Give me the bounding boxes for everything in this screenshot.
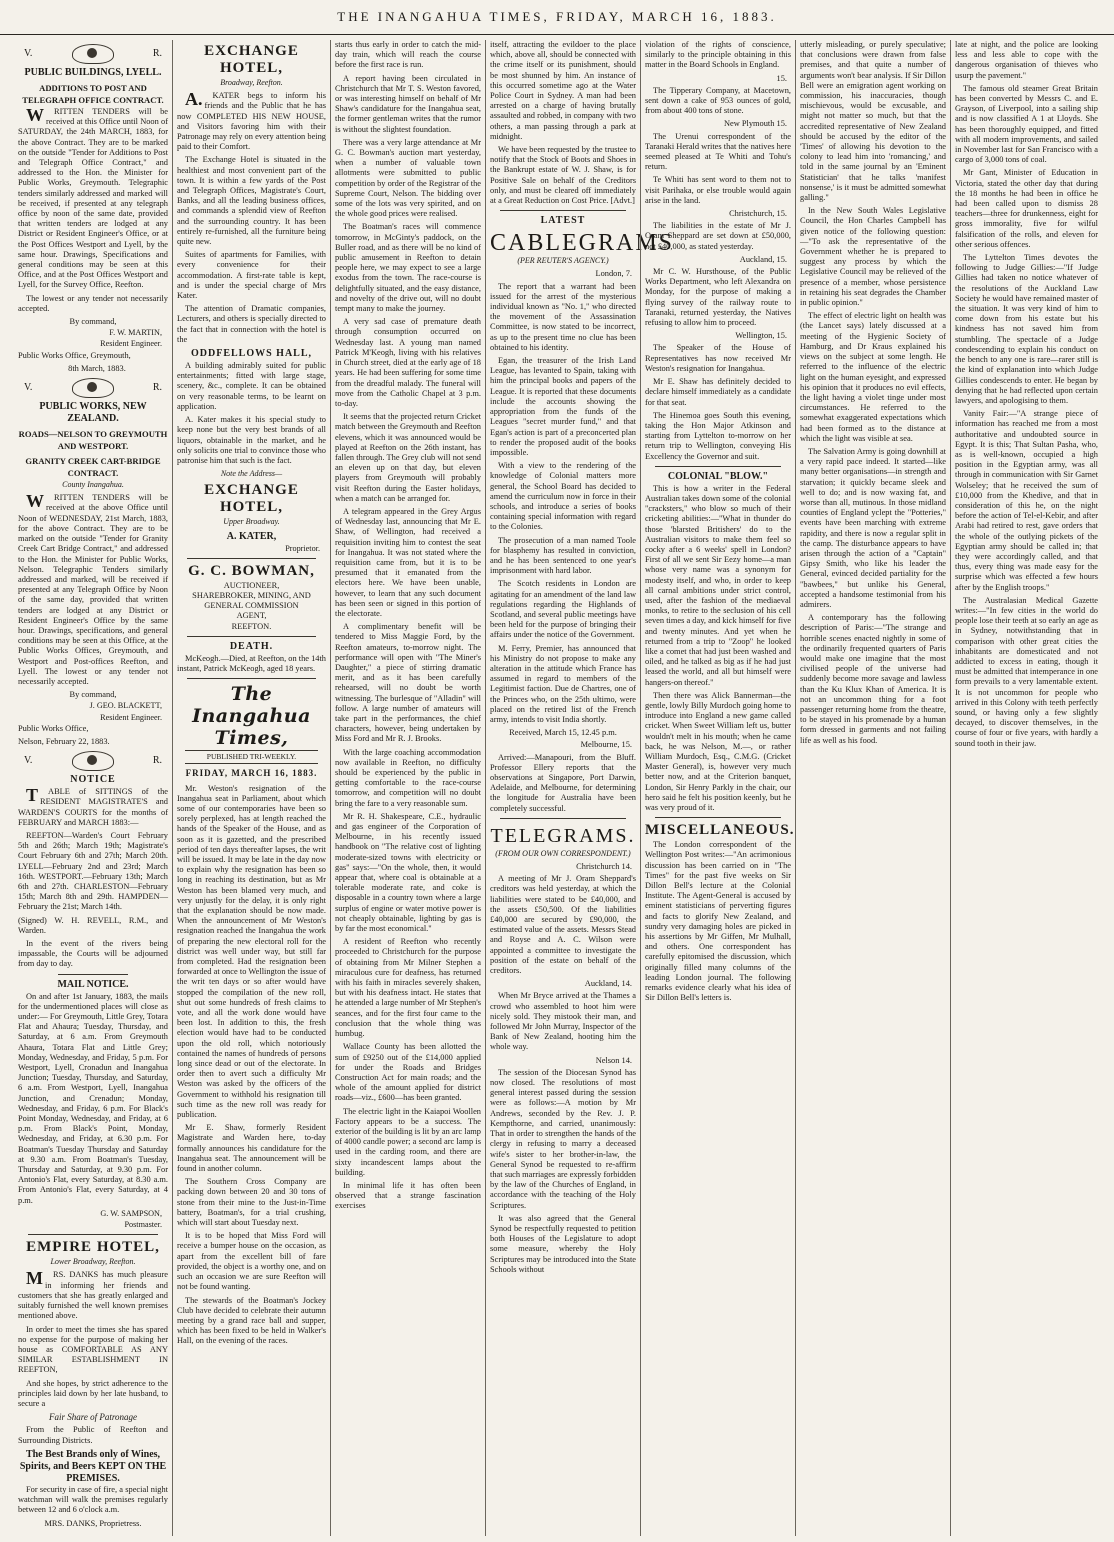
news-paragraph: starts thus early in order to catch the mid-day train, which will reach the course before the first race is run. xyxy=(335,40,481,70)
notice-heading: NOTICE xyxy=(70,774,116,786)
editorial-paragraph: The Southern Cross Company are packing down between 20 and 30 tons of stone from their mine to the Just-in-Time battery, Boatman's, for a trial crushing, which will start about Tuesday next. xyxy=(177,1177,326,1228)
notice-signatory-role: Resident Engineer. xyxy=(100,339,162,349)
advert-body: The attention of Dramatic companies, Lecturers, and others is specially directed to the fact that in connection with the hotel is the xyxy=(177,304,326,344)
telegram-paragraph: The session of the Diocesan Synod has now closed. The resolutions of most general interest passed during the session were as follows:—A motion by Mr Andrews, seconded by the Rev. J. P. Kempthorne, and carried, unanimously: That in order to strengthen the hands of the clergy in refusing to marry a deceased wife's sister to her brother-in-law, the General Synod be requested to re-affirm that such marriages are expressly forbidden by the law of the Churches of England, in accordance with the teaching of the Holy Scriptures. xyxy=(490,1067,636,1210)
crest-letter-left: V. xyxy=(24,755,33,767)
article-paragraph: utterly misleading, or purely speculative; that conclusions were drawn from false premises, and that quite a number of arguments won't bear analysis. If Sir Dillon Bell were an emigration agent working on commission, his inaccuracies, though mischievous, would be excusable, and might not matter so much, but that the accredited representative of New Zealand should be accused by the editor of the 'Times' of allowing his devotion to the colony to lead him into 'romancing,' and told in the same journal by an 'Eminent Statistician' that he talks 'manifest nonsense,' is it must be admitted somewhat galling." xyxy=(800,40,946,203)
notice-signatory: F. W. MARTIN, xyxy=(109,328,162,338)
crest-letter-right: R. xyxy=(152,47,162,59)
advert-line: AGENT, xyxy=(236,611,267,621)
article-paragraph: The Salvation Army is going downhill at a very rapid pace indeed. It started—like many better organisations—in strength and starvation; it quickly became sleek and well to do; and is now waxing fat, and worse than all, mutinous. In those midland counties of England yclept the "Potteries," events have been marching with extreme rapidity, and there is now a regular split in the camp. The disturbance appears to have arisen through the action of a "Captain" Gipsy Smith, who like his leader the General, evinced decided partiality for the "bawbees," but unlike his General, accepted a handsome testimonial from his admirers. xyxy=(800,446,946,609)
crest-letter-right: R. xyxy=(152,755,162,767)
notice-heading: PUBLIC BUILDINGS, LYELL. xyxy=(24,67,162,78)
column-7 xyxy=(950,40,1102,1536)
column-5 xyxy=(640,40,795,1536)
notice-signatory: (Signed) W. H. REVELL, R.M., and Warden. xyxy=(18,915,168,935)
advert-heading: EXCHANGE HOTEL, xyxy=(204,482,299,516)
news-paragraph: Mr R. H. Shakespeare, C.E., hydraulic and gas engineer of the Corporation of Melbourne, in his recently issued handbook on "The relative cost of lighting moderate-sized towns with electricity or gas" says:—"On the whole, then, it would appear that, where coal is obtainable at a tolerable moderate rate, and coke is disposable in a country town where a large surplus of engine or water motive power is not cheaply obtainable, lighting by gas is by far the most economical." xyxy=(335,811,481,934)
advert-line: GENERAL COMMISSION xyxy=(204,601,299,611)
cable-paragraph: The prosecution of a man named Toole for blasphemy has resulted in conviction, and he has been sentenced to one year's imprisonment with hard labor. xyxy=(490,535,636,576)
divider xyxy=(187,678,316,679)
crest-icon xyxy=(72,44,114,64)
article-paragraph: A contemporary has the following description of Paris:—"The strange and horrible scenes enacted nightly in some of the ordinarily frequented quarters of Paris would make one imagine that the most civilised people of the universe had suddenly become more savage and lawless than the Ku Klux Khan of America. It is not an uncommon thing for a foot passenger returning home from the theatre, to be stayed in his promenade by a human form dressed in garments and not failing life as well as his food. xyxy=(800,613,946,745)
advert-body: From the Public of Reefton and Surrounding Districts. xyxy=(18,1425,168,1445)
mail-notice-body: On and after 1st January, 1883, the mails for the undermentioned places will close as under:— For Greymouth, Little Grey, Totara Flat and Ahaura; Tuesday, Thursday, and Saturday, at 6 a.m. From Greymouth Ahaura, Totara Flat and Little Grey; Monday, Wednesday, and Friday, 5 p.m. For Westport, Lyell, Cronadun and Inangahua Junction; Tuesday, Thursday, and Saturday, 6 a.m. From Westport, Lyell, Inangahua Junction, and Crenadun; Monday, Wednesday, and Friday, 6 p.m. For Black's Point Monday, Wednesday, and Friday, at 6 p.m. From Black's Point, Monday, Wednesday, and Friday, at 6.30 p.m. For Boatman's Tuesday Thursday and Saturday at 9.30 a.m. From Boatman's Tuesday, Thursday and Saturday, at 9.30 p.m. For Antonio's Flat, every Saturday, at 8.30 a.m. From Antonio's Flat, every Saturday, at 4 p.m. xyxy=(18,991,168,1205)
advert-signatory: MRS. DANKS, Proprietress. xyxy=(44,1519,142,1529)
news-paragraph: The electric light in the Kaiapoi Woollen Factory appears to be a success. The exterior of the building is lit by an arc lamp of 4000 candle power; a second arc lamp is used in the carding room, and there are sixty incandescent lamps about the building. xyxy=(335,1106,481,1177)
article-paragraph: Vanity Fair:—"A strange piece of information has reached me from a most authoritative and undoubted source in Egypt. It is this; That Sultan Pasha, who, as is well-known, occupied a high position in the Egyptian army, was all through in communication with Sir Garnet Wolseley; that he received the sum of £10,000 from the Khedive, and that in consideration of this he, on the night before the action of Tel-el-Kebir, and after Arabi had retired to rest, gave orders that the whole of the outlying pickets of the Egyptian army should be called in; that they were accordingly called, and that thus, every thing was made easy for the surprise which was effected a few hours after by the English troops." xyxy=(955,409,1098,592)
dateline: Melbourne, 15. xyxy=(580,740,632,750)
crest-letter-left: V. xyxy=(24,381,33,393)
news-paragraph: It seems that the projected return Cricket match between the Greymouth and Reefton elevens, which it was announced would be played at Reefton on the 26th instant, has fallen through. The Grey club will not send an eleven up on that day, but eleven players from Greymouth will probably visit Reefton during the Easter holidays, when a match can be arranged for. xyxy=(335,412,481,503)
dateline: London, 7. xyxy=(595,269,632,279)
notice-county: County Inangahua. xyxy=(62,480,124,490)
column-4 xyxy=(485,40,675,1536)
telegram-paragraph: The Speaker of the House of Representatives has now received Mr Weston's resignation for Inangahua. xyxy=(645,343,791,373)
section-source: (PER REUTER'S AGENCY.) xyxy=(517,256,609,266)
dateline: Auckland, 15. xyxy=(739,254,787,264)
advert-heading: EXCHANGE HOTEL, xyxy=(204,43,299,76)
section-heading: COLONIAL "BLOW." xyxy=(667,470,769,482)
divider xyxy=(187,558,316,559)
news-paragraph: We have been requested by the trustee to notify that the Stock of Boots and Shoes in the Bankrupt estate of W. J. Shaw, is for Positive Sale on behalf of the Creditors only, and must be cleared off immediately at a Great Reduction on Cost Price. [Advt.] xyxy=(490,145,636,206)
telegram-paragraph: When Mr Bryce arrived at the Thames a crowd who assembled to hoot him were nicely sold. They mistook their man, and followed Mr John Murray, Inspector of the Bank of New Zealand, hooting him the whole way. xyxy=(490,991,636,1052)
column-2 xyxy=(172,40,330,1536)
dateline: New Plymouth 15. xyxy=(723,119,787,129)
editorial-paragraph: Mr. Weston's resignation of the Inangahua seat in Parliament, about which some of our contemporaries have been so sorely perplexed, has at length reached the hands of the Speaker of the House, and as soon as it is gazetted, and the prescribed period of ten days thereafter lapses, the writ will be issued. It may be late in the day now to explain why the resignation has been so long in reaching its destination, but as Mr Weston has been blamed very much, and very unjustly for the delay, it is only right that the explanation should be now made. When the announcement of Mr Weston's resignation reached the Inangahua the work of preparing the new electoral roll for the district was well under way, but still far from completed. Had the resignation been forwarded at once to Wellington the issue of the writ ten days or so after would have stopped the compilation of the new roll, shut out some hundreds of fresh claims to vote, and all the work done would have been lost. In addition to this, the fresh election would have had to be conducted upon the old roll, which notoriously contained the names of hundreds of persons long since dead or out of the electorate. In order then to avert such a difficulty Mr Weston was asked by the officers of the Government to withhold his resignation till such time as the new roll was ready for publication. xyxy=(177,783,326,1120)
advert-body: The Exchange Hotel is situated in the healthiest and most convenient part of the town. It is within a few yards of the Post and Telegraph Offices, Magistrate's Court, Banks, and all the leading business offices, and commands a splendid view of Reefton and the surrounding country. It has been entirely re-furnished, all the furniture being quite new. xyxy=(177,155,326,247)
article-paragraph: The effect of electric light on health was (the Lancet says) lately discussed at a meeting of the Hygienic Society of Hamburg, and Dr Kraus explained his views on the subject at some length. He referred to the influence of the electric light on the human eyesight, and expressed his opinion that it produces no evil effects, the light having a violet tinge under most circumstances. He referred to the somewhat exaggerated expectations which had been formed as to the distance at which the light was visible at sea. xyxy=(800,311,946,443)
section-heading-cablegrams: CABLEGRAMS xyxy=(490,230,675,257)
dateline: Wellington, 15. xyxy=(735,331,787,341)
royal-crest xyxy=(24,44,162,64)
crest-icon xyxy=(72,378,114,398)
advert-body: A. Kater makes it his special study to keep none but the very best brands of all liquors, obtainable in the market, and he only solicits one trial to convince those who patronise him that such is the fact. xyxy=(177,415,326,465)
crest-letter-left: V. xyxy=(24,47,33,59)
cable-paragraph: Arrived:—Manapouri, from the Bluff. Professor Ellery reports that the observations at Singapore, Port Darwin, Adelaide, and Melbourne, for determining the longitude for Australia have been completely successful. xyxy=(490,752,636,813)
advert-address: Upper Broadway. xyxy=(223,517,280,527)
article-paragraph: This is how a writer in the Federal Australian takes down some of the colonial "cracksters," who blow so much of their cricketing abilities:—"What in thunder do those 'blarsted Britishers' do to the Australian visitors to make them feel so cocky after a 6 weeks' spell in London? First of all we sent Sir Eezy home—a man whose very name was a synonym for modesty itself, and who, in order to keep all carnal ambitions under strict control, used, after the fashion of the mediaeval monks, to retire to the seclusion of his cell seven times a day, and kick himself for five and twenty minutes. And yet when he returned from a trip to "Zoop" he looked like a comet that had just been washed and oiled, and he talked as big as if he had just leased the world, and all but himself were hangers-on thereof." xyxy=(645,483,791,687)
newspaper-columns xyxy=(14,40,1102,1536)
notice-subheading: ADDITIONS TO POST AND TELEGRAPH OFFICE CONTRACT. xyxy=(22,83,164,105)
advert-body: In order to meet the times she has spared no expense for the purpose of making her house as COMFORTABLE AS ANY SIMILAR ESTABLISHMENT IN REEFTON, xyxy=(18,1324,168,1375)
newspaper-title: The Inangahua Times, xyxy=(192,683,311,750)
section-heading: DEATH. xyxy=(229,640,274,652)
advert-body: And she hopes, by strict adherence to the principles laid down by her late husband, to secure a xyxy=(18,1378,168,1408)
section-heading: MISCELLANEOUS. xyxy=(645,822,795,839)
notice-by-command: By command, xyxy=(69,317,117,327)
advert-body: MRS. DANKS has much pleasure in informing her friends and customers that she has greatly enlarged and suitably furnished the well known premises mentioned above. xyxy=(18,1268,168,1321)
telegram-paragraph: Mr E. Shaw has definitely decided to declare himself immediately as a candidate for that seat. xyxy=(645,377,791,407)
article-paragraph: The Lyttelton Times devotes the following to Judge Gillies:—"If Judge Gillies had taken no notice whatever of the resolutions of the Auckland Law Society he would have remained master of the situation. It was very kind of him to come down from his estate but his kindness has not saved him from stumbling. The spectacle of a Judge condescending to explain his conduct on the bench to any one is rare—rarer still is the kind of explanation into which Judge Gillies condescends to enter. He began by denying that he had reflected upon certain lawyers, and apologising to them. xyxy=(955,253,1098,405)
dateline: Christchurch 14. xyxy=(576,862,632,872)
advert-body: A building admirably suited for public entertainments; fitted with large stage, scenery, &c., complete. It can be obtained on very reasonable terms, to be learnt on application. xyxy=(177,361,326,411)
notice-signatory: G. W. SAMPSON, xyxy=(100,1208,162,1218)
advert-heading: G. C. BOWMAN, xyxy=(188,562,315,579)
notice-signatory: J. GEO. BLACKETT, xyxy=(89,701,162,711)
editorial-paragraph: The stewards of the Boatman's Jockey Club have decided to celebrate their autumn meeting by a grand race ball and supper, which has been fixed to be held in Walker's Hall, on the evening of the races. xyxy=(177,1295,326,1346)
advert-owner-role: Proprietor. xyxy=(285,543,320,553)
divider xyxy=(655,466,781,467)
divider xyxy=(655,817,781,818)
divider xyxy=(28,1234,158,1235)
news-paragraph: In minimal life it has often been observed that a strange fascination exercises xyxy=(335,1180,481,1211)
advert-brands: The Best Brands only of Wines, Spirits, and Beers KEPT ON THE PREMISES. xyxy=(19,1448,167,1484)
telegram-paragraph: It was also agreed that the General Synod be respectfully requested to petition both Houses of the Legislature to adopt some measure, whereby the Holy Scriptures may be introduced into the State Schools without xyxy=(490,1213,636,1274)
divider xyxy=(500,210,626,211)
telegram-paragraph: The liabilities in the estate of Mr J. Oram Sheppard are set down at £50,000, not £40,000, as stated yesterday. xyxy=(645,221,791,251)
cable-paragraph: The report that a warrant had been issued for the arrest of the mysterious individual known as "No. 1," who directed the movement of the Assassination Committee, is now stated to be incorrect, as up to the present time no clue has been obtained to his identity. xyxy=(490,281,636,352)
notice-body: TABLE of SITTINGS of the RESIDENT MAGISTRATE'S and WARDEN'S COURTS for the months of FEBRUARY and MARCH 1883:— xyxy=(18,785,168,827)
advert-line: REEFTON. xyxy=(231,621,272,631)
newspaper-subtitle: PUBLISHED TRI-WEEKLY. xyxy=(185,750,318,764)
column-1 xyxy=(14,40,172,1536)
advert-address: Lower Broadway, Reefton. xyxy=(50,1257,136,1267)
article-paragraph: The famous old steamer Great Britain has been converted by Messrs C. and E. Grayson, of Liverpool, into a sailing ship and is now classified A 1 at Lloyds. She has been thoroughly equipped, and fitted with all modern improvements, and sailed in November last for San Francisco with a cargo of 3,000 tons of coal. xyxy=(955,83,1098,165)
dateline: Received, March 15, 12.45 p.m. xyxy=(509,728,617,738)
news-paragraph: A telegram appeared in the Grey Argus of Wednesday last, announcing that Mr E. Shaw, of Wellington, had received a requisition inviting him to contest the seat for Inangahua. It was not stated where the requisition came from, but it is to be presumed that it emanated from the electors here. We have been unable, however, to learn that any such document has been seen or signed in this portion of the electorate. xyxy=(335,506,481,618)
article-paragraph: In the New South Wales Legislative Council, the Hon Charles Campbell has given notice of the following question:—"To ask the representative of the Government whether he is prepared to suggest any process by which the Legislative Council may be relieved of the presence of a member, whose persistence in retaining his seat degrades the Chamber in public opinion." xyxy=(800,206,946,308)
telegram-paragraph: A meeting of Mr J. Oram Sheppard's creditors was held yesterday, at which the liabilities were stated to be £40,000, and the assets £50,500. Of the liabilities £40,000 are secured by £90,000, the estimated value of the assets. Messrs Stead and Royse and A. C. Wilson were appointed a committee to investigate the position of the estate on behalf of the creditors. xyxy=(490,874,636,976)
royal-crest xyxy=(24,378,162,398)
advert-line: SHAREBROKER, MINING, AND xyxy=(192,590,311,600)
notice-body: WRITTEN TENDERS will be received at this Office until Noon of SATURDAY, the 24th MARCH, 1883, for the above Contract. They are to be marked on the outside "Tender for Additions to Post and Telegraph Office Contract," and addressed to the Hon. the Minister for Public Works, Greymouth. Telegraphic tenders similarly addressed and marked will be received, if presented at any telegraph office by noon of the same date, provided that written tenders are lodged at any District or Resident Engineer's Office, or at the Post Offices Westport and Lyell, by the same hour. Drawings, Specifications and general conditions may be seen at this Office, and at the Post Offices Westport and Lyell, for the Survey Office, Reefton. xyxy=(18,105,168,290)
advert-address: Broadway, Reefton. xyxy=(220,78,283,87)
telegram-paragraph: Mr C. W. Hursthouse, of the Public Works Department, who left Alexandra on Monday, for the purpose of making a flying survey of the railway route to Taranaki, returned yesterday, the Natives refusing to allow him to proceed. xyxy=(645,267,791,328)
cable-paragraph: With a view to the rendering of the knowledge of Colonial matters more general, the School Board has decided to amend the curriculum now in force in their schools, and introduce a series of books containing special information with regard to the Colonies. xyxy=(490,461,636,532)
advert-line: AUCTIONEER, xyxy=(223,580,280,590)
divider xyxy=(500,818,626,819)
notice-subheading: ROADS—NELSON TO GREYMOUTH AND WESTPORT. xyxy=(18,429,168,452)
advert-body: For security in case of fire, a special night watchman will walk the premises regularly between 12 and 6 o'clock a.m. xyxy=(18,1484,168,1515)
page-masthead: THE INANGAHUA TIMES, FRIDAY, MARCH 16, 1883. xyxy=(0,0,1114,35)
news-paragraph: itself, attracting the evildoer to the place which, above all, should be connected with the crime itself or its punishment, should be most shunned by him. An instance of this occurred sometime ago at the Water Police Court in Sydney. A man had been arrested on a charge of having brutally assaulted and robbed, in company with two others, a man passing through a park at midnight. xyxy=(490,40,636,141)
advert-subheading: ODDFELLOWS HALL, xyxy=(190,348,313,360)
divider xyxy=(187,636,316,637)
notice-sittings-list: REEFTON—Warden's Court February 5th and 26th; March 19th; Magistrate's Court February 6th and 27th; March 20th. LYELL—February 2nd and 23rd; March 16th. WESTPORT.—February 13th; March 6th and 27th. CHARLESTON—February 15th; March 8th and 29th. HAMPDEN—February the 21st; March 14th. xyxy=(18,830,168,912)
advert-body: A.KATER begs to inform his friends and the Public that he has now COMPLETED HIS NEW HOUSE, and Visitors favoring him with their Patronage may rely on every attention being paid to their Comfort. xyxy=(177,89,326,152)
news-paragraph: A resident of Reefton who recently proceeded to Christchurch for the purpose of obtaining from Mr Milner Stephen a miraculous cure for deafness, has returned with his faith in miracles severely shaken, but with his deafness intact. He states that he attended a large number of Mr Stephen's seances, and for the first four came to the conclusion that the whole thing was humbug. xyxy=(335,937,481,1039)
section-heading-telegrams: TELEGRAMS. xyxy=(490,824,636,847)
notice-by-command: By command, xyxy=(69,690,117,700)
dateline: 15. xyxy=(776,73,787,83)
advert-heading: EMPIRE HOTEL, xyxy=(26,1239,160,1256)
section-source: (FROM OUR OWN CORRESPONDENT.) xyxy=(495,848,631,858)
article-paragraph: late at night, and the police are looking less and less able to cope with the dangerous organisation of thieves who usurp the pavement." xyxy=(955,40,1098,80)
notice-body: The lowest or any tender not necessarily accepted. xyxy=(18,293,168,313)
news-paragraph: With the large coaching accommodation now available in Reefton, no difficulty should be experienced by the public in getting comfortable to the race-course tomorrow, and competition will no doubt bring the fare to a very reasonable sum. xyxy=(335,747,481,808)
news-paragraph: A very sad case of premature death through consumption occurred on Wednesday last. A young man named Patrick M'Keogh, living with his relatives in Church street, died at the early age of 18 years. He had been suffering for some time from the dreadful malady. The funeral will move from the Catholic Chapel at 3 p.m. to-day. xyxy=(335,317,481,408)
editorial-paragraph: It is to be hoped that Miss Ford will receive a bumper house on the occasion, as apart from the excellent bill of fare provided, the object is a worthy one, and on such an occasion we are sure Reefton will not be found wanting. xyxy=(177,1231,326,1292)
dateline: Nelson 14. xyxy=(595,1055,632,1065)
cable-paragraph: The Scotch residents in London are agitating for an amendment of the land law regulations regarding the Highlands of Scotland, and several public meetings have been held for the purpose of bringing their affairs under the notice of the Government. xyxy=(490,579,636,640)
telegram-paragraph: violation of the rights of conscience, similarly to the principle obtaining in this matter in the Board Schools in England. xyxy=(645,40,791,70)
advert-owner: A. KATER, xyxy=(226,530,277,542)
notice-heading: PUBLIC WORKS, NEW ZEALAND. xyxy=(39,401,147,425)
issue-date: FRIDAY, MARCH 16, 1883. xyxy=(185,768,318,779)
advert-body: Suites of apartments for Families, with every convenience for their accommodation. A first-rate table is kept, and is under the special charge of Mrs Kater. xyxy=(177,250,326,301)
news-paragraph: A report having been circulated in Christchurch that Mr T. S. Weston favored, or was interesting himself on behalf of Mr Shaw's candidature for the Inangahua seat, the former gentleman writes that the rumor is without the slightest foundation. xyxy=(335,73,481,134)
article-paragraph: Mr Gant, Minister of Education in Victoria, stated the other day that during the 18 months he had been in office he had been called upon to dismiss 28 teachers—three for drunkenness, eight for gross immorality, five for wilful falsification of the rolls, and eleven for other serious offences. xyxy=(955,168,1098,249)
dateline: Auckland, 14. xyxy=(584,979,632,989)
news-paragraph: There was a very large attendance at Mr G. C. Bowman's auction mart yesterday, when a number of valuable town allotments were submitted to public competition by order of the Registrar of the Supreme Court, Nelson. The bidding over some of the lots was very spirited, and on the whole good prices were realised. xyxy=(335,137,481,219)
advert-tagline: Fair Share of Patronage xyxy=(48,1412,138,1423)
telegram-paragraph: The Tipperary Company, at Macetown, sent down a cake of 953 ounces of gold, from about 400 tons of stone. xyxy=(645,85,791,116)
telegram-paragraph: The Urenui correspondent of the Taranaki Herald writes that the natives here seemed pleased at Te Whiti and Tohu's return. xyxy=(645,131,791,172)
notice-office: Public Works Office, xyxy=(18,723,89,733)
news-paragraph: The Boatman's races will commence tomorrow, in McGinty's paddock, on the Buller road, and as there will be no kind of public amusement in Reefton to detain people here, we may expect to see a large exodus from the town. The race-course is delightfully situated, and the easy distance, and novelty of the drive out, will no doubt tempt many to make the journey. xyxy=(335,222,481,314)
advert-note: Note the Address— xyxy=(220,469,283,479)
news-paragraph: A complimentary benefit will be tendered to Miss Maggie Ford, by the Reefton amateurs, to-morrow night. The performance will open with "The Miner's Daughter," a piece of stirring dramatic merit, and as it has been carefully rehearsed, will no doubt be worth witnessing. The burlesque of "Alladin" will follow. A large number of amateurs will take part in the performances, the chief characters, however, being undertaken by Miss Ford and Mr R. J. Brooks. xyxy=(335,622,481,744)
column-6 xyxy=(795,40,950,1536)
telegram-paragraph: The Hinemoa goes South this evening, taking the Hon Major Atkinson and starting from Lyttelton to-morrow on her return trip to Wellington, conveying His Excellency the Governor and suit. xyxy=(645,410,791,461)
cable-paragraph: Egan, the treasurer of the Irish Land League, has levanted to Spain, taking with him the principal books and papers of the League. It is reported that these documents include the accounts showing the appropriation from the funds of the Leagues "secret murder fund," and that Egan's action is part of a preconcerted plan to render the proposed audit of the books impossible. xyxy=(490,356,636,457)
dateline: Christchurch, 15. xyxy=(729,209,787,219)
section-kicker: LATEST xyxy=(540,215,586,227)
notice-date: Nelson, February 22, 1883. xyxy=(18,736,110,746)
divider xyxy=(58,974,128,975)
editorial-paragraph: Mr E. Shaw, formerly Resident Magistrate and Warden here, to-day formally announces his candidature for the Inangahua seat. The announcement will be found in another column. xyxy=(177,1123,326,1174)
column-3 xyxy=(330,40,485,1536)
notice-body: WRITTEN TENDERS will be received at the above Office until Noon of WEDNESDAY, 21st March, 1883, for the above Contract. They are to be marked on the outside "Tender for Granity Creek Cart Bridge Contract," and addressed to the Hon. the Minister for Public Works, Nelson. Telegraphic Tenders similarly addressed and marked, will be received if presented at any Telegraph Office by Noon of the same day, provided that written tenders are lodged at any District or Resident Engineer's Office by the same hour. Drawings, specifications, and general conditions may be seen at this Office, at the Public Works Offices, Greymouth, and Westport and Post-offices Reefton, and Lyell. The lowest or any tender not necessarily accepted. xyxy=(18,491,168,686)
news-paragraph: Wallace County has been allotted the sum of £9250 out of the £14,000 applied for under the Roads and Bridges Construction Act for main roads; and the whole of the amount applied for district roads—viz., £600—has been granted. xyxy=(335,1042,481,1103)
article-paragraph: The Australasian Medical Gazette writes:—"In few cities in the world do people lose their teeth at so early an age as in Sydney, notwithstanding that in comparison with other great cities the inhabitants are domesticated and not addicted to excess in eating, though it must be admitted that intemperance in one form prevails to a very lamentable extent. It is not uncommon for people who arrived in this Colony with teeth perfectly sound, or having only a few slightly decayed, to discover themselves, in the course of four or five years, with hardly a sound tooth in their jaw. xyxy=(955,595,1099,748)
notice-body: In the event of the rivers being impassable, the Courts will be adjourned from day to day. xyxy=(18,939,168,969)
notice-date: 8th March, 1883. xyxy=(68,363,126,373)
death-notice: McKeogh.—Died, at Reefton, on the 14th instant, Patrick McKeogh, aged 18 years. xyxy=(177,653,326,673)
crest-letter-right: R. xyxy=(152,381,162,393)
notice-subheading: GRANITY CREEK CART-BRIDGE CONTRACT. xyxy=(25,456,161,479)
cable-paragraph: M. Ferry, Premier, has announced that his Ministry do not propose to make any alteration in the attitude which France has assumed in regard to members of the Legitimist faction. Due de Chartres, one of the Princes who, on the 25th ultimo, were placed on the retired list of the French army, intends to visit India shortly. xyxy=(490,643,636,724)
royal-crest xyxy=(24,751,162,771)
telegram-paragraph: Te Whiti has sent word to them not to visit Parihaka, or else trouble would again arise in the land. xyxy=(645,175,791,205)
notice-signatory-role: Postmaster. xyxy=(124,1220,162,1230)
notice-heading: MAIL NOTICE. xyxy=(57,978,129,990)
article-paragraph: The London correspondent of the Wellington Post writes:—"An acrimonious discussion has been carried on in "The Times" for the past five weeks on Sir Dillon Bell's lecture at the Colonial Institute. The Agent-General is accused by eminent statisticians of perverting figures and facts to glorify New Zealand, and sundry very damaging holes are picked in his assertions by Mr Giffen, Mr Mulhall, and others. One correspondent has carefully epitomised the discussion, which originally filled many columns of the leading London journal. The following remarks evidence clearly what his idea of Sir Dillon Bell's letters is. xyxy=(645,840,791,1003)
crest-icon xyxy=(72,751,114,771)
notice-signatory-role: Resident Engineer. xyxy=(100,712,162,722)
article-paragraph: Then there was Alick Bannerman—the gentle, lowly Billy Murdoch going home to introduce into England a new game called cricket. When Sweet William left us, butter wouldn't melt in his mouth; when he came back, he was Nelson, M.—, or rather William Murdoch, Esq., C.M.G. (Cricket Master General), is, however very much better now, and at the Criterion banquet, London, Sir Henry Parkly in the chair, our hero said he felt his position keenly, but he was very proud of it. xyxy=(645,690,791,813)
notice-office: Public Works Office, Greymouth, xyxy=(18,350,131,360)
